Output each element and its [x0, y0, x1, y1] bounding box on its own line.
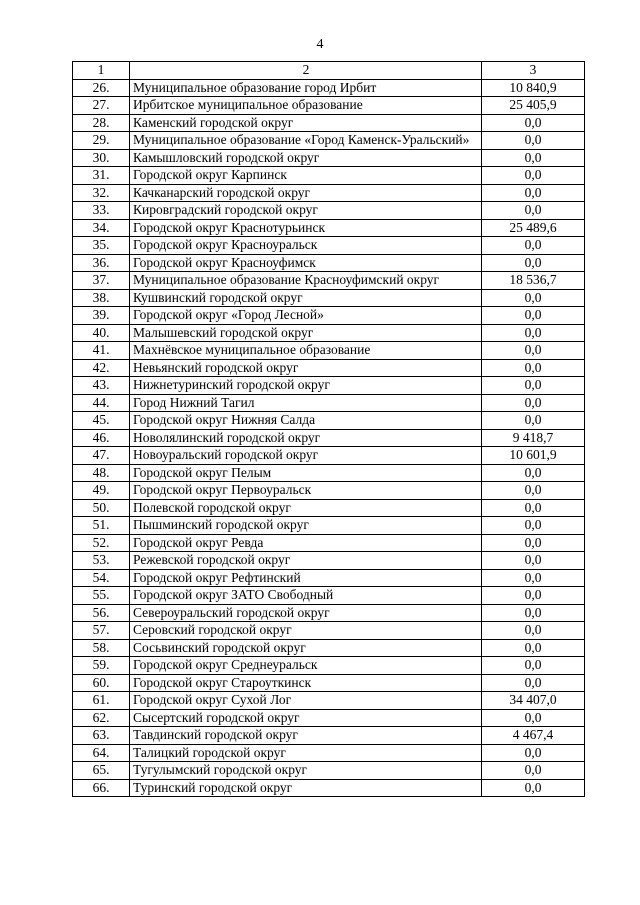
row-number: 66.	[73, 779, 130, 797]
row-value: 0,0	[482, 149, 585, 167]
row-number: 33.	[73, 202, 130, 220]
table-row	[73, 377, 585, 395]
table-row	[73, 429, 585, 447]
row-number: 36.	[73, 254, 130, 272]
table-row	[73, 202, 585, 220]
table-body	[73, 62, 585, 797]
row-value: 0,0	[482, 167, 585, 185]
row-value: 0,0	[482, 674, 585, 692]
row-number: 52.	[73, 534, 130, 552]
row-name: Городской округ Краснотурьинск	[130, 219, 482, 237]
row-name: Городской округ Карпинск	[130, 167, 482, 185]
table-row	[73, 394, 585, 412]
row-value: 0,0	[482, 324, 585, 342]
table-row	[73, 254, 585, 272]
row-number: 41.	[73, 342, 130, 360]
row-name: Североуральский городской округ	[130, 604, 482, 622]
row-name: Новолялинский городской округ	[130, 429, 482, 447]
row-value: 0,0	[482, 744, 585, 762]
row-name: Муниципальное образование «Город Каменск-Уральский»	[130, 132, 482, 150]
row-value: 0,0	[482, 464, 585, 482]
row-name: Кушвинский городской округ	[130, 289, 482, 307]
row-number: 62.	[73, 709, 130, 727]
row-number: 42.	[73, 359, 130, 377]
row-name: Талицкий городской округ	[130, 744, 482, 762]
table-row	[73, 657, 585, 675]
row-value: 0,0	[482, 622, 585, 640]
row-number: 58.	[73, 639, 130, 657]
row-number: 45.	[73, 412, 130, 430]
table-row	[73, 219, 585, 237]
row-value: 25 489,6	[482, 219, 585, 237]
row-name: Режевской городской округ	[130, 552, 482, 570]
row-number: 35.	[73, 237, 130, 255]
row-number: 31.	[73, 167, 130, 185]
row-name: Полевской городской округ	[130, 499, 482, 517]
row-value: 0,0	[482, 184, 585, 202]
row-number: 60.	[73, 674, 130, 692]
row-number: 46.	[73, 429, 130, 447]
row-number: 51.	[73, 517, 130, 535]
row-value: 0,0	[482, 289, 585, 307]
row-value: 0,0	[482, 552, 585, 570]
row-number: 32.	[73, 184, 130, 202]
row-value: 0,0	[482, 709, 585, 727]
row-value: 0,0	[482, 657, 585, 675]
row-number: 63.	[73, 727, 130, 745]
row-number: 59.	[73, 657, 130, 675]
row-number: 56.	[73, 604, 130, 622]
row-number: 57.	[73, 622, 130, 640]
table-row	[73, 149, 585, 167]
row-name: Город Нижний Тагил	[130, 394, 482, 412]
row-number: 47.	[73, 447, 130, 465]
table-row	[73, 167, 585, 185]
row-value: 0,0	[482, 377, 585, 395]
table-row	[73, 622, 585, 640]
table-row	[73, 289, 585, 307]
table-row	[73, 114, 585, 132]
row-value: 0,0	[482, 604, 585, 622]
row-number: 28.	[73, 114, 130, 132]
table-row	[73, 307, 585, 325]
table-row	[73, 569, 585, 587]
row-value: 0,0	[482, 482, 585, 500]
row-name: Качканарский городской округ	[130, 184, 482, 202]
column-header-number: 1	[73, 62, 130, 80]
row-number: 55.	[73, 587, 130, 605]
row-number: 37.	[73, 272, 130, 290]
row-number: 40.	[73, 324, 130, 342]
row-value: 0,0	[482, 202, 585, 220]
table-row	[73, 272, 585, 290]
table-row	[73, 727, 585, 745]
row-value: 4 467,4	[482, 727, 585, 745]
row-name: Тавдинский городской округ	[130, 727, 482, 745]
row-number: 48.	[73, 464, 130, 482]
table-row	[73, 534, 585, 552]
budget-table	[72, 61, 585, 797]
row-name: Камышловский городской округ	[130, 149, 482, 167]
row-name: Городской округ Красноуфимск	[130, 254, 482, 272]
row-value: 0,0	[482, 359, 585, 377]
table-row	[73, 674, 585, 692]
row-number: 26.	[73, 79, 130, 97]
row-name: Городской округ Пелым	[130, 464, 482, 482]
row-value: 0,0	[482, 342, 585, 360]
table-row	[73, 709, 585, 727]
table-row	[73, 324, 585, 342]
row-name: Городской округ Староуткинск	[130, 674, 482, 692]
row-value: 0,0	[482, 762, 585, 780]
row-number: 39.	[73, 307, 130, 325]
row-value: 0,0	[482, 587, 585, 605]
table-row	[73, 97, 585, 115]
row-value: 0,0	[482, 499, 585, 517]
row-value: 25 405,9	[482, 97, 585, 115]
row-value: 0,0	[482, 307, 585, 325]
row-number: 61.	[73, 692, 130, 710]
table-row	[73, 762, 585, 780]
row-value: 34 407,0	[482, 692, 585, 710]
row-name: Городской округ Ревда	[130, 534, 482, 552]
table-header-row	[73, 62, 585, 80]
row-name: Туринский городской округ	[130, 779, 482, 797]
row-value: 0,0	[482, 412, 585, 430]
row-name: Городской округ Сухой Лог	[130, 692, 482, 710]
row-name: Городской округ ЗАТО Свободный	[130, 587, 482, 605]
table-row	[73, 447, 585, 465]
table-row	[73, 412, 585, 430]
table-row	[73, 744, 585, 762]
row-value: 0,0	[482, 569, 585, 587]
row-number: 53.	[73, 552, 130, 570]
row-number: 30.	[73, 149, 130, 167]
table-row	[73, 604, 585, 622]
row-value: 0,0	[482, 779, 585, 797]
row-value: 0,0	[482, 534, 585, 552]
row-name: Невьянский городской округ	[130, 359, 482, 377]
row-value: 0,0	[482, 114, 585, 132]
row-number: 43.	[73, 377, 130, 395]
column-header-name: 2	[130, 62, 482, 80]
row-name: Сысертский городской округ	[130, 709, 482, 727]
column-header-value: 3	[482, 62, 585, 80]
row-value: 0,0	[482, 132, 585, 150]
table-row	[73, 184, 585, 202]
table-row	[73, 342, 585, 360]
table-row	[73, 359, 585, 377]
row-name: Нижнетуринский городской округ	[130, 377, 482, 395]
table-row	[73, 79, 585, 97]
table-row	[73, 639, 585, 657]
table-row	[73, 692, 585, 710]
row-name: Кировградский городской округ	[130, 202, 482, 220]
row-number: 50.	[73, 499, 130, 517]
row-number: 27.	[73, 97, 130, 115]
row-number: 38.	[73, 289, 130, 307]
row-name: Пышминский городской округ	[130, 517, 482, 535]
row-name: Муниципальное образование Красноуфимский округ	[130, 272, 482, 290]
row-value: 0,0	[482, 254, 585, 272]
row-name: Новоуральский городской округ	[130, 447, 482, 465]
row-name: Каменский городской округ	[130, 114, 482, 132]
table-row	[73, 517, 585, 535]
row-number: 44.	[73, 394, 130, 412]
row-value: 10 840,9	[482, 79, 585, 97]
table-row	[73, 552, 585, 570]
row-name: Городской округ Красноуральск	[130, 237, 482, 255]
row-name: Муниципальное образование город Ирбит	[130, 79, 482, 97]
row-name: Малышевский городской округ	[130, 324, 482, 342]
row-value: 9 418,7	[482, 429, 585, 447]
row-name: Ирбитское муниципальное образование	[130, 97, 482, 115]
row-value: 0,0	[482, 517, 585, 535]
table-row	[73, 587, 585, 605]
row-number: 29.	[73, 132, 130, 150]
row-name: Городской округ Среднеуральск	[130, 657, 482, 675]
row-value: 10 601,9	[482, 447, 585, 465]
row-name: Городской округ Нижняя Салда	[130, 412, 482, 430]
row-name: Серовский городской округ	[130, 622, 482, 640]
row-number: 34.	[73, 219, 130, 237]
row-name: Сосьвинский городской округ	[130, 639, 482, 657]
row-number: 65.	[73, 762, 130, 780]
table-row	[73, 464, 585, 482]
row-value: 0,0	[482, 639, 585, 657]
table-row	[73, 237, 585, 255]
row-name: Махнёвское муниципальное образование	[130, 342, 482, 360]
row-number: 54.	[73, 569, 130, 587]
row-number: 64.	[73, 744, 130, 762]
table-row	[73, 499, 585, 517]
row-name: Городской округ Рефтинский	[130, 569, 482, 587]
row-value: 0,0	[482, 237, 585, 255]
row-name: Городской округ Первоуральск	[130, 482, 482, 500]
row-name: Тугулымский городской округ	[130, 762, 482, 780]
row-value: 0,0	[482, 394, 585, 412]
row-name: Городской округ «Город Лесной»	[130, 307, 482, 325]
page-number: 4	[316, 37, 324, 52]
row-value: 18 536,7	[482, 272, 585, 290]
table-row	[73, 482, 585, 500]
table-row	[73, 779, 585, 797]
table-row	[73, 132, 585, 150]
row-number: 49.	[73, 482, 130, 500]
